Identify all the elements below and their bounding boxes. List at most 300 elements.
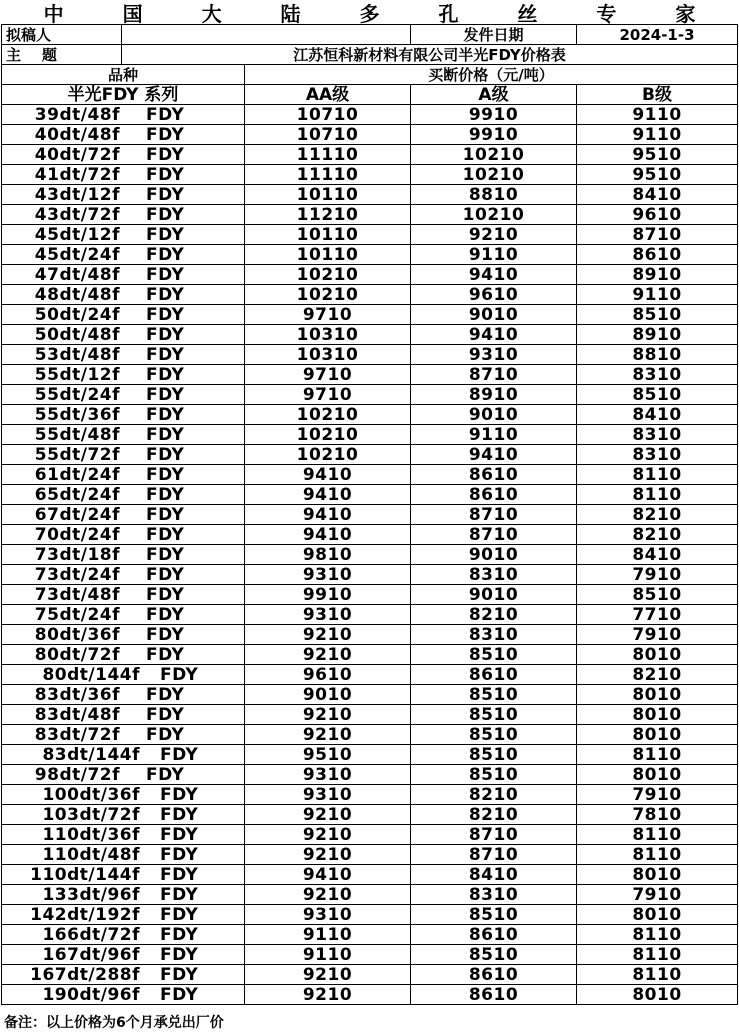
price-aa-cell: 10710 <box>245 105 411 125</box>
product-name-cell <box>2 385 245 405</box>
spec-text: 75dt/24f <box>34 604 120 625</box>
table-row <box>2 425 738 445</box>
spec-text: 61dt/24f <box>34 464 120 485</box>
price-b-cell: 8010 <box>577 765 738 785</box>
product-name-cell <box>2 225 245 245</box>
product-name-cell <box>2 505 245 525</box>
price-a-cell: 9410 <box>411 445 577 465</box>
price-aa-cell: 9710 <box>245 385 411 405</box>
price-a-cell: 8410 <box>411 865 577 885</box>
price-a-cell: 9410 <box>411 325 577 345</box>
price-a-cell: 8210 <box>411 805 577 825</box>
product-name-cell <box>2 245 245 265</box>
price-b-cell: 8310 <box>577 425 738 445</box>
price-aa-cell: 9210 <box>245 845 411 865</box>
kind-text: FDY <box>146 704 185 725</box>
product-name-cell <box>2 305 245 325</box>
kind-text: FDY <box>146 624 185 645</box>
table-row <box>2 865 738 885</box>
price-aa-cell: 9210 <box>245 705 411 725</box>
price-a-cell: 9010 <box>411 585 577 605</box>
product-name-cell <box>2 425 245 445</box>
grade-a-header: A级 <box>411 85 577 105</box>
price-b-cell: 8210 <box>577 525 738 545</box>
price-b-cell: 8510 <box>577 305 738 325</box>
table-row <box>2 445 738 465</box>
spec-text: 167dt/96f <box>42 944 140 965</box>
spec-text: 83dt/72f <box>34 724 120 745</box>
spec-text: 70dt/24f <box>34 524 120 545</box>
kind-text: FDY <box>146 344 185 365</box>
column-group-row <box>2 65 738 85</box>
spec-text: 65dt/24f <box>34 484 120 505</box>
kind-text: FDY <box>146 144 185 165</box>
kind-text: FDY <box>146 124 185 145</box>
price-b-cell: 8910 <box>577 265 738 285</box>
table-row <box>2 325 738 345</box>
price-aa-cell: 10710 <box>245 125 411 145</box>
price-a-cell: 9010 <box>411 545 577 565</box>
spec-text: 43dt/72f <box>34 204 120 225</box>
price-a-cell: 8610 <box>411 965 577 985</box>
price-b-cell: 8010 <box>577 725 738 745</box>
price-b-cell: 9510 <box>577 165 738 185</box>
kind-text: FDY <box>146 184 185 205</box>
spec-text: 55dt/24f <box>34 384 120 405</box>
subject-row <box>2 45 738 65</box>
sheet-title: 中 国 大 陆 多 孔 丝 专 家 <box>43 1 722 26</box>
kind-text: FDY <box>146 104 185 125</box>
spec-text: 47dt/48f <box>34 264 120 285</box>
product-name-cell <box>2 165 245 185</box>
product-name-cell <box>2 365 245 385</box>
price-aa-cell: 9410 <box>245 525 411 545</box>
table-row <box>2 625 738 645</box>
price-a-cell: 9910 <box>411 105 577 125</box>
kind-text: FDY <box>146 324 185 345</box>
spec-text: 110dt/48f <box>42 844 140 865</box>
footnote: 备注：以上价格为6个月承兑出厂价 <box>4 1015 224 1031</box>
product-name-cell <box>2 285 245 305</box>
price-a-cell: 9010 <box>411 305 577 325</box>
product-name-cell <box>2 765 245 785</box>
product-name-cell <box>2 345 245 365</box>
kind-text: FDY <box>160 984 199 1005</box>
subject-label: 主 题 <box>2 45 122 65</box>
price-a-cell: 8510 <box>411 765 577 785</box>
spec-text: 41dt/72f <box>34 164 120 185</box>
product-name-cell <box>2 585 245 605</box>
spec-text: 50dt/24f <box>34 304 120 325</box>
table-row <box>2 565 738 585</box>
table-row <box>2 725 738 745</box>
kind-text: FDY <box>160 784 199 805</box>
kind-text: FDY <box>160 924 199 945</box>
table-row <box>2 745 738 765</box>
price-b-cell: 9610 <box>577 205 738 225</box>
spec-text: 55dt/12f <box>34 364 120 385</box>
kind-text: FDY <box>160 744 199 765</box>
price-aa-cell: 9410 <box>245 505 411 525</box>
table-row <box>2 925 738 945</box>
kind-text: FDY <box>160 904 199 925</box>
kind-text: FDY <box>146 364 185 385</box>
price-b-cell: 8410 <box>577 545 738 565</box>
product-name-cell <box>2 985 245 1005</box>
price-a-cell: 10210 <box>411 205 577 225</box>
price-aa-cell: 9310 <box>245 905 411 925</box>
price-a-cell: 8610 <box>411 985 577 1005</box>
price-aa-cell: 9210 <box>245 645 411 665</box>
product-name-cell <box>2 565 245 585</box>
table-row <box>2 105 738 125</box>
price-a-cell: 8510 <box>411 645 577 665</box>
price-b-cell: 8010 <box>577 905 738 925</box>
spec-text: 110dt/144f <box>30 864 140 885</box>
author-row <box>2 25 738 45</box>
kind-text: FDY <box>160 844 199 865</box>
price-a-cell: 8510 <box>411 685 577 705</box>
product-name-cell <box>2 925 245 945</box>
price-b-cell: 8110 <box>577 965 738 985</box>
kind-text: FDY <box>146 644 185 665</box>
kind-text: FDY <box>146 544 185 565</box>
kind-text: FDY <box>146 584 185 605</box>
table-row <box>2 825 738 845</box>
price-a-cell: 8610 <box>411 485 577 505</box>
table-row <box>2 365 738 385</box>
product-name-cell <box>2 865 245 885</box>
spec-text: 83dt/36f <box>34 684 120 705</box>
price-a-cell: 9310 <box>411 345 577 365</box>
price-b-cell: 9110 <box>577 125 738 145</box>
table-row <box>2 945 738 965</box>
product-name-cell <box>2 645 245 665</box>
spec-text: 166dt/72f <box>42 924 140 945</box>
spec-text: 45dt/12f <box>34 224 120 245</box>
product-name-cell <box>2 185 245 205</box>
price-a-cell: 10210 <box>411 165 577 185</box>
price-b-cell: 8210 <box>577 505 738 525</box>
price-a-cell: 9910 <box>411 125 577 145</box>
kind-text: FDY <box>160 864 199 885</box>
price-b-cell: 8110 <box>577 485 738 505</box>
price-aa-cell: 9510 <box>245 745 411 765</box>
price-a-cell: 10210 <box>411 145 577 165</box>
product-name-cell <box>2 665 245 685</box>
table-row <box>2 145 738 165</box>
price-a-cell: 8510 <box>411 945 577 965</box>
price-a-cell: 8510 <box>411 705 577 725</box>
price-b-cell: 8610 <box>577 245 738 265</box>
price-b-cell: 8910 <box>577 325 738 345</box>
price-a-cell: 8710 <box>411 825 577 845</box>
table-row <box>2 285 738 305</box>
price-aa-cell: 11210 <box>245 205 411 225</box>
price-aa-cell: 9810 <box>245 545 411 565</box>
price-a-cell: 8610 <box>411 465 577 485</box>
price-aa-cell: 9110 <box>245 945 411 965</box>
product-name-cell <box>2 745 245 765</box>
price-aa-cell: 9710 <box>245 365 411 385</box>
product-name-cell <box>2 105 245 125</box>
spec-text: 167dt/288f <box>30 964 140 985</box>
spec-text: 103dt/72f <box>42 804 140 825</box>
spec-text: 83dt/144f <box>42 744 140 765</box>
price-b-cell: 8110 <box>577 745 738 765</box>
price-b-cell: 8110 <box>577 925 738 945</box>
kind-text: FDY <box>146 764 185 785</box>
table-row <box>2 605 738 625</box>
spec-text: 53dt/48f <box>34 344 120 365</box>
table-row <box>2 665 738 685</box>
spec-text: 50dt/48f <box>34 324 120 345</box>
price-label: 买断价格（元/吨） <box>245 65 738 85</box>
price-a-cell: 8510 <box>411 905 577 925</box>
price-b-cell: 8210 <box>577 665 738 685</box>
price-b-cell: 7910 <box>577 885 738 905</box>
product-name-cell <box>2 125 245 145</box>
price-a-cell: 8210 <box>411 605 577 625</box>
product-name-cell <box>2 625 245 645</box>
table-row <box>2 265 738 285</box>
price-aa-cell: 9310 <box>245 785 411 805</box>
table-row <box>2 845 738 865</box>
table-row <box>2 505 738 525</box>
price-aa-cell: 9210 <box>245 965 411 985</box>
kind-text: FDY <box>146 424 185 445</box>
price-b-cell: 8310 <box>577 365 738 385</box>
kind-text: FDY <box>146 244 185 265</box>
price-aa-cell: 10110 <box>245 245 411 265</box>
product-name-cell <box>2 945 245 965</box>
table-row <box>2 205 738 225</box>
table-row <box>2 385 738 405</box>
kind-text: FDY <box>146 604 185 625</box>
price-b-cell: 8710 <box>577 225 738 245</box>
spec-text: 40dt/48f <box>34 124 120 145</box>
spec-text: 55dt/36f <box>34 404 120 425</box>
spec-text: 190dt/96f <box>42 984 140 1005</box>
grade-aa-header: AA级 <box>245 85 411 105</box>
product-name-cell <box>2 965 245 985</box>
table-row <box>2 185 738 205</box>
price-b-cell: 8110 <box>577 845 738 865</box>
price-aa-cell: 9910 <box>245 585 411 605</box>
spec-text: 39dt/48f <box>34 104 120 125</box>
price-aa-cell: 10310 <box>245 325 411 345</box>
kind-text: FDY <box>146 384 185 405</box>
price-aa-cell: 9410 <box>245 465 411 485</box>
price-b-cell: 8010 <box>577 645 738 665</box>
variety-label: 品种 <box>2 65 245 85</box>
kind-text: FDY <box>146 504 185 525</box>
price-b-cell: 8110 <box>577 825 738 845</box>
price-aa-cell: 10210 <box>245 405 411 425</box>
spec-text: 110dt/36f <box>42 824 140 845</box>
price-aa-cell: 9210 <box>245 625 411 645</box>
price-b-cell: 7910 <box>577 785 738 805</box>
product-name-cell <box>2 405 245 425</box>
price-b-cell: 8010 <box>577 685 738 705</box>
price-b-cell: 8010 <box>577 705 738 725</box>
spec-text: 55dt/48f <box>34 424 120 445</box>
price-aa-cell: 9210 <box>245 885 411 905</box>
table-row <box>2 245 738 265</box>
price-aa-cell: 9710 <box>245 305 411 325</box>
kind-text: FDY <box>160 804 199 825</box>
price-aa-cell: 9110 <box>245 925 411 945</box>
price-b-cell: 9510 <box>577 145 738 165</box>
kind-text: FDY <box>146 464 185 485</box>
kind-text: FDY <box>146 564 185 585</box>
table-row <box>2 785 738 805</box>
price-b-cell: 7910 <box>577 625 738 645</box>
spec-text: 80dt/144f <box>42 664 140 685</box>
spec-text: 73dt/48f <box>34 584 120 605</box>
price-b-cell: 9110 <box>577 105 738 125</box>
price-a-cell: 9410 <box>411 265 577 285</box>
product-name-cell <box>2 325 245 345</box>
price-aa-cell: 9210 <box>245 805 411 825</box>
price-aa-cell: 10210 <box>245 265 411 285</box>
table-row <box>2 545 738 565</box>
price-b-cell: 8310 <box>577 445 738 465</box>
price-b-cell: 7910 <box>577 565 738 585</box>
kind-text: FDY <box>160 824 199 845</box>
product-name-cell <box>2 725 245 745</box>
kind-text: FDY <box>146 304 185 325</box>
kind-text: FDY <box>160 884 199 905</box>
spec-text: 48dt/48f <box>34 284 120 305</box>
price-aa-cell: 9310 <box>245 765 411 785</box>
price-a-cell: 9110 <box>411 425 577 445</box>
price-a-cell: 8710 <box>411 365 577 385</box>
spec-text: 80dt/36f <box>34 624 120 645</box>
table-row <box>2 805 738 825</box>
price-a-cell: 8310 <box>411 885 577 905</box>
grade-b-header: B级 <box>577 85 738 105</box>
table-row <box>2 645 738 665</box>
price-a-cell: 9210 <box>411 225 577 245</box>
price-aa-cell: 9610 <box>245 665 411 685</box>
price-aa-cell: 9210 <box>245 985 411 1005</box>
price-aa-cell: 9310 <box>245 605 411 625</box>
product-name-cell <box>2 545 245 565</box>
product-name-cell <box>2 465 245 485</box>
spec-text: 40dt/72f <box>34 144 120 165</box>
price-b-cell: 8010 <box>577 865 738 885</box>
product-name-cell <box>2 785 245 805</box>
kind-text: FDY <box>146 164 185 185</box>
product-name-cell <box>2 805 245 825</box>
price-b-cell: 9110 <box>577 285 738 305</box>
grade-header-row <box>2 85 738 105</box>
price-a-cell: 9610 <box>411 285 577 305</box>
table-row <box>2 225 738 245</box>
spec-text: 55dt/72f <box>34 444 120 465</box>
kind-text: FDY <box>160 964 199 985</box>
kind-text: FDY <box>146 684 185 705</box>
product-name-cell <box>2 485 245 505</box>
product-name-cell <box>2 885 245 905</box>
price-aa-cell: 9010 <box>245 685 411 705</box>
price-a-cell: 8510 <box>411 745 577 765</box>
table-row <box>2 885 738 905</box>
table-row <box>2 685 738 705</box>
price-a-cell: 8610 <box>411 925 577 945</box>
table-row <box>2 585 738 605</box>
product-name-cell <box>2 205 245 225</box>
price-a-cell: 9010 <box>411 405 577 425</box>
spec-text: 73dt/18f <box>34 544 120 565</box>
price-aa-cell: 9310 <box>245 565 411 585</box>
price-a-cell: 8710 <box>411 845 577 865</box>
kind-text: FDY <box>146 524 185 545</box>
kind-text: FDY <box>146 204 185 225</box>
price-aa-cell: 10110 <box>245 225 411 245</box>
product-name-cell <box>2 825 245 845</box>
price-aa-cell: 10310 <box>245 345 411 365</box>
kind-text: FDY <box>146 484 185 505</box>
price-aa-cell: 11110 <box>245 145 411 165</box>
product-name-cell <box>2 845 245 865</box>
product-name-cell <box>2 905 245 925</box>
price-a-cell: 8310 <box>411 625 577 645</box>
kind-text: FDY <box>146 724 185 745</box>
date-label: 发件日期 <box>411 25 577 45</box>
price-aa-cell: 10110 <box>245 185 411 205</box>
price-a-cell: 9110 <box>411 245 577 265</box>
date-value: 2024-1-3 <box>577 25 738 45</box>
kind-text: FDY <box>146 264 185 285</box>
price-b-cell: 8110 <box>577 465 738 485</box>
price-b-cell: 8810 <box>577 345 738 365</box>
price-aa-cell: 9210 <box>245 825 411 845</box>
product-name-cell <box>2 445 245 465</box>
table-row <box>2 165 738 185</box>
spec-text: 45dt/24f <box>34 244 120 265</box>
spec-text: 67dt/24f <box>34 504 120 525</box>
author-label: 拟稿人 <box>2 25 122 45</box>
table-row <box>2 305 738 325</box>
price-aa-cell: 10210 <box>245 425 411 445</box>
price-a-cell: 8210 <box>411 785 577 805</box>
table-row <box>2 765 738 785</box>
price-b-cell: 8110 <box>577 945 738 965</box>
price-b-cell: 8410 <box>577 185 738 205</box>
price-a-cell: 8710 <box>411 505 577 525</box>
price-a-cell: 8810 <box>411 185 577 205</box>
product-name-cell <box>2 265 245 285</box>
price-aa-cell: 9210 <box>245 725 411 745</box>
spec-text: 73dt/24f <box>34 564 120 585</box>
spec-text: 80dt/72f <box>34 644 120 665</box>
price-aa-cell: 10210 <box>245 445 411 465</box>
spec-text: 83dt/48f <box>34 704 120 725</box>
price-a-cell: 8710 <box>411 525 577 545</box>
kind-text: FDY <box>160 664 199 685</box>
spec-text: 142dt/192f <box>30 904 140 925</box>
spec-text: 133dt/96f <box>42 884 140 905</box>
spec-text: 98dt/72f <box>34 764 120 785</box>
product-name-cell <box>2 525 245 545</box>
product-name-cell <box>2 145 245 165</box>
author-value <box>122 25 411 45</box>
table-row <box>2 705 738 725</box>
price-b-cell: 8010 <box>577 985 738 1005</box>
subject-value: 江苏恒科新材料有限公司半光FDY价格表 <box>122 45 738 65</box>
